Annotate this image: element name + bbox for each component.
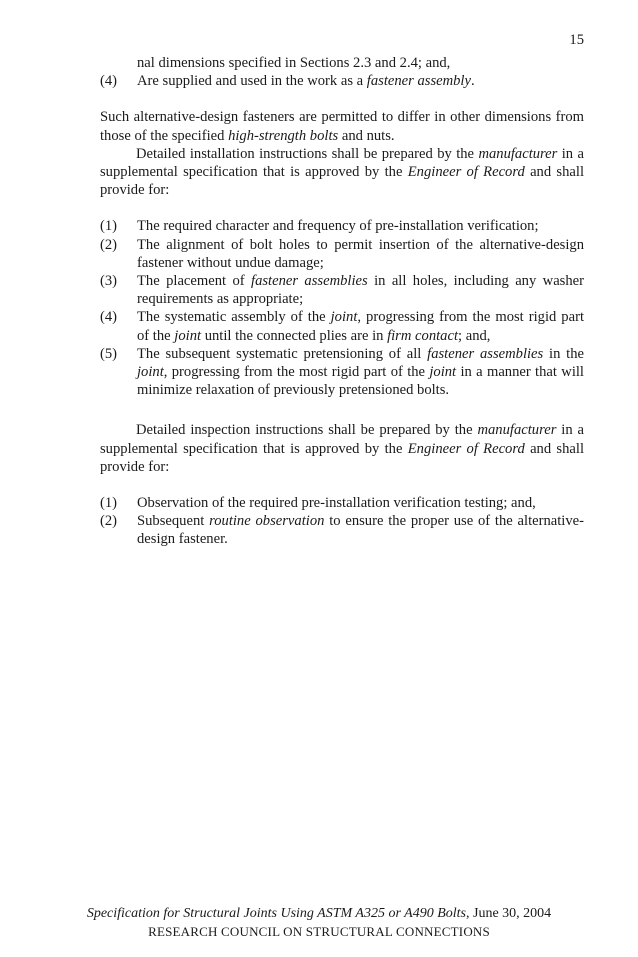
defined-term: joint: [137, 364, 164, 381]
text: The required character and frequency of pre-installation verification;: [137, 218, 539, 235]
defined-term: joint: [330, 309, 358, 326]
list-item-number: (2): [100, 236, 118, 253]
defined-term: manufacturer: [477, 422, 557, 439]
list-item-number: (1): [100, 495, 118, 512]
list-item: [100, 272, 584, 308]
text: to ensure the proper use of the alternative-design fastener.: [137, 513, 584, 548]
defined-term: fastener assembly: [366, 73, 471, 90]
text: ; and,: [458, 327, 491, 344]
defined-term: firm contact: [387, 327, 459, 344]
footer-council: RESEARCH COUNCIL ON STRUCTURAL CONNECTIONS: [148, 924, 490, 939]
text: Are supplied and used in the work as a: [137, 73, 367, 90]
list-item: [100, 494, 584, 512]
footer-title-line: [60, 905, 578, 923]
text: in a supplemental specification that is approved by the: [100, 145, 584, 181]
list-item-number: (4): [100, 73, 118, 90]
list-item-number: (5): [100, 345, 118, 362]
document-body: [100, 54, 584, 549]
text: Subsequent: [137, 513, 210, 530]
text: in the: [543, 345, 585, 362]
list-item: [100, 236, 584, 272]
text: The placement of: [137, 273, 252, 290]
defined-term: joint: [174, 327, 202, 344]
text: , progressing from the most rigid part of the: [137, 309, 584, 344]
defined-term: routine observation: [209, 513, 325, 530]
page-footer: [60, 905, 578, 941]
list-item-number: (4): [100, 309, 118, 326]
text: and nuts.: [338, 127, 395, 144]
defined-term: joint: [429, 364, 457, 381]
paragraph: [100, 108, 584, 144]
list-item-number: (3): [100, 273, 118, 290]
continued-line: nal dimensions specified in Sections 2.3 and 2.4; and,: [137, 55, 451, 71]
text: Detailed inspection instructions shall be prepared by the: [136, 422, 478, 439]
text: in a manner that will minimize relaxation of previously pretensioned bolts.: [137, 364, 584, 399]
defined-term: high-strength bolts: [228, 127, 339, 144]
list-item: [100, 72, 584, 90]
list-item: [100, 512, 584, 548]
list-item-number: (2): [100, 513, 118, 530]
text: Detailed installation instructions shall be prepared by the: [136, 145, 479, 162]
defined-term: Engineer of Record: [407, 440, 525, 457]
defined-term: Engineer of Record: [407, 164, 525, 181]
text: in all holes, including any washer requirements as appropriate;: [137, 273, 584, 308]
defined-term: fastener assemblies: [251, 273, 368, 290]
paragraph: [100, 145, 584, 200]
footer-date: , June 30, 2004: [466, 906, 552, 921]
text: The systematic assembly of the: [137, 309, 331, 326]
defined-term: fastener assemblies: [427, 345, 544, 362]
text: .: [470, 73, 475, 90]
page-number: 15: [569, 32, 584, 48]
installation-list: [100, 217, 584, 399]
text: until the connected plies are in: [201, 327, 388, 344]
text: Such alternative-design fasteners are permitted to differ in other dimensions from those of the specified: [100, 109, 584, 144]
text: , progressing from the most rigid part of the: [163, 364, 430, 381]
text: Observation of the required pre-installation verification testing; and,: [137, 495, 536, 512]
text: The alignment of bolt holes to permit insertion of the alternative-design fastener without undue damage;: [137, 236, 584, 271]
text: The subsequent systematic pretensioning of all: [137, 345, 428, 362]
list-item: [100, 345, 584, 400]
inspection-list: [100, 494, 584, 549]
paragraph: [100, 421, 584, 476]
text: and shall provide for:: [100, 164, 584, 199]
defined-term: manufacturer: [478, 145, 558, 162]
text: and shall provide for:: [100, 440, 584, 475]
list-item: [100, 217, 584, 235]
text: in a supplemental specification that is approved by the: [100, 422, 584, 457]
specification-title: Specification for Structural Joints Using ASTM A325 or A490 Bolts: [86, 906, 466, 921]
list-item-number: (1): [100, 218, 118, 235]
list-item: [100, 308, 584, 344]
